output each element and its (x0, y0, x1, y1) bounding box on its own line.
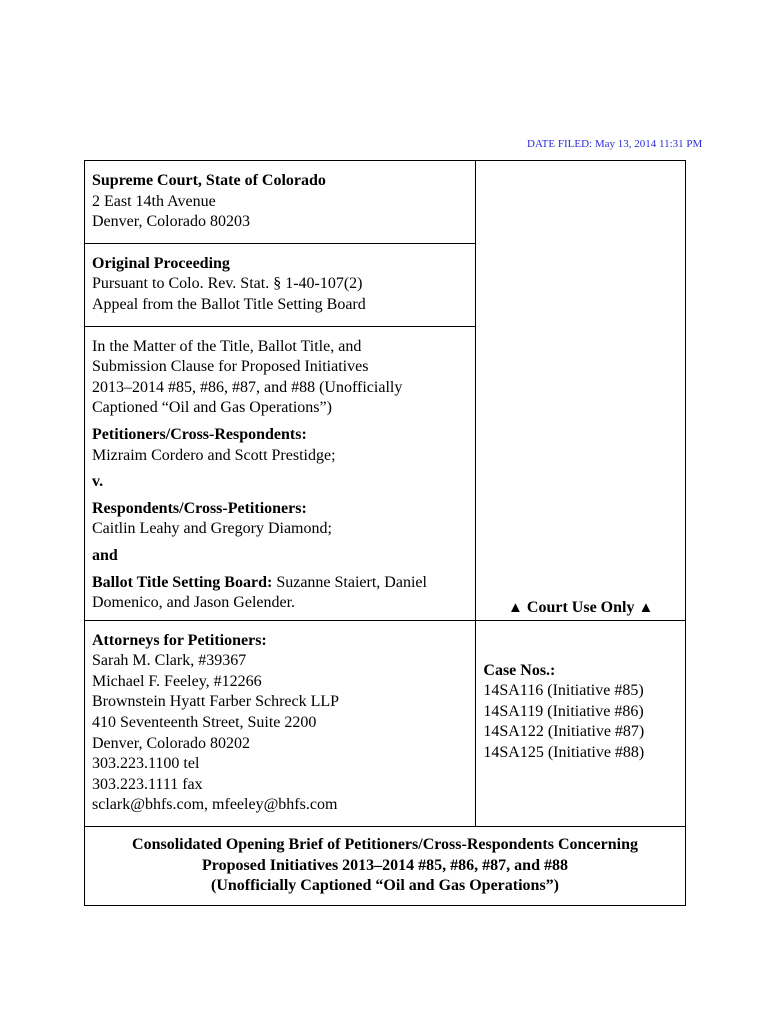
matter-line-1: In the Matter of the Title, Ballot Title, and (92, 337, 362, 355)
attorney-line: 303.223.1111 fax (92, 775, 203, 793)
attorney-line: Denver, Colorado 80202 (92, 734, 250, 752)
matter-line-2: Submission Clause for Proposed Initiatives (92, 358, 369, 376)
brief-title-line-2: Proposed Initiatives 2013–2014 #85, #86, #87, and #88 (202, 856, 568, 874)
petitioners-label: Petitioners/Cross-Respondents: (92, 425, 307, 443)
case-number-item: 14SA122 (Initiative #87) (483, 723, 645, 741)
triangle-up-icon-right: ▲ (638, 600, 654, 617)
court-address-line-1: 2 East 14th Avenue (92, 192, 216, 210)
attorney-line: Michael F. Feeley, #12266 (92, 672, 262, 690)
case-number-item: 14SA119 (Initiative #86) (483, 702, 644, 720)
court-name: Supreme Court, State of Colorado (92, 172, 326, 189)
and-label: and (92, 546, 118, 564)
court-address-line-2: Denver, Colorado 80203 (92, 213, 250, 231)
proceeding-appeal: Appeal from the Ballot Title Setting Board (92, 295, 366, 313)
court-use-only-cell (476, 161, 686, 621)
brief-title-cell (85, 827, 686, 906)
case-number-item: 14SA125 (Initiative #88) (483, 744, 645, 762)
court-use-only-label: Court Use Only (526, 599, 635, 617)
attorney-line: 410 Seventeenth Street, Suite 2200 (92, 714, 317, 732)
attorney-email-line: sclark@bhfs.com, mfeeley@bhfs.com (92, 796, 338, 814)
proceeding-cell (85, 243, 476, 326)
parties-cell (85, 326, 476, 620)
attorney-line: 303.223.1100 tel (92, 755, 200, 773)
date-filed-stamp: DATE FILED: May 13, 2014 11:31 PM (527, 138, 703, 150)
matter-line-3: 2013–2014 #85, #86, #87, and #88 (Unofficially (92, 378, 403, 396)
respondents-names: Caitlin Leahy and Gregory Diamond; (92, 520, 332, 538)
attorneys-heading: Attorneys for Petitioners: (92, 631, 267, 649)
board-label: Ballot Title Setting Board: (92, 573, 273, 591)
case-numbers-cell (476, 620, 686, 826)
brief-title-line-1: Consolidated Opening Brief of Petitioners/Cross-Respondents Concerning (132, 836, 638, 854)
proceeding-statute: Pursuant to Colo. Rev. Stat. § 1-40-107(2) (92, 275, 363, 293)
triangle-up-icon-left: ▲ (508, 600, 523, 617)
case-numbers-heading: Case Nos.: (483, 661, 556, 679)
proceeding-heading: Original Proceeding (92, 254, 230, 272)
attorneys-cell (85, 620, 476, 826)
board-line-1 (92, 573, 475, 594)
board-names-2: Domenico, and Jason Gelender. (92, 594, 296, 612)
case-number-item: 14SA116 (Initiative #85) (483, 682, 644, 700)
versus-label: v. (92, 473, 104, 491)
board-names-1: Suzanne Staiert, Daniel (272, 573, 427, 591)
respondents-label: Respondents/Cross-Petitioners: (92, 499, 307, 517)
brief-title-line-3: (Unofficially Captioned “Oil and Gas Operations”) (210, 877, 560, 895)
attorney-line: Brownstein Hyatt Farber Schreck LLP (92, 693, 340, 711)
case-caption-table (84, 160, 686, 906)
petitioners-names: Mizraim Cordero and Scott Prestidge; (92, 446, 336, 464)
court-info-cell (85, 161, 476, 244)
attorney-line: Sarah M. Clark, #39367 (92, 652, 247, 670)
matter-line-4: Captioned “Oil and Gas Operations”) (92, 399, 332, 417)
